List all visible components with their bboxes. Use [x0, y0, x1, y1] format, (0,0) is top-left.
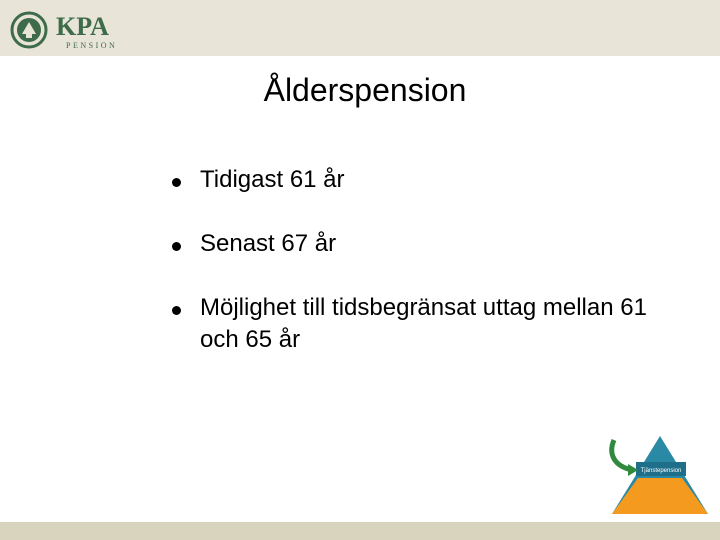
bullet-dot-icon [172, 306, 181, 315]
logo-name: KPA [56, 12, 109, 41]
bullet-item [170, 228, 650, 260]
logo-subtitle: PENSION [66, 41, 118, 50]
pension-pyramid-graphic [604, 434, 708, 516]
slide-title: Ålderspension [263, 72, 467, 108]
bullet-item [170, 292, 650, 356]
kpa-emblem-icon [8, 8, 138, 52]
footer-band [0, 522, 720, 540]
bullet-text: Tidigast 61 år [200, 166, 345, 193]
bullet-list [170, 164, 650, 388]
bullet-dot-icon [172, 178, 181, 187]
pyramid-bottom-icon [612, 478, 708, 514]
bullet-text: Senast 67 år [200, 230, 337, 257]
bullet-dot-icon [172, 242, 181, 251]
pyramid-label: Tjänstepension [640, 468, 682, 474]
bullet-text: Möjlighet till tidsbegränsat uttag mellan 61 och 65 år [200, 294, 647, 353]
bullet-item [170, 164, 650, 196]
kpa-pension-logo [8, 8, 138, 52]
